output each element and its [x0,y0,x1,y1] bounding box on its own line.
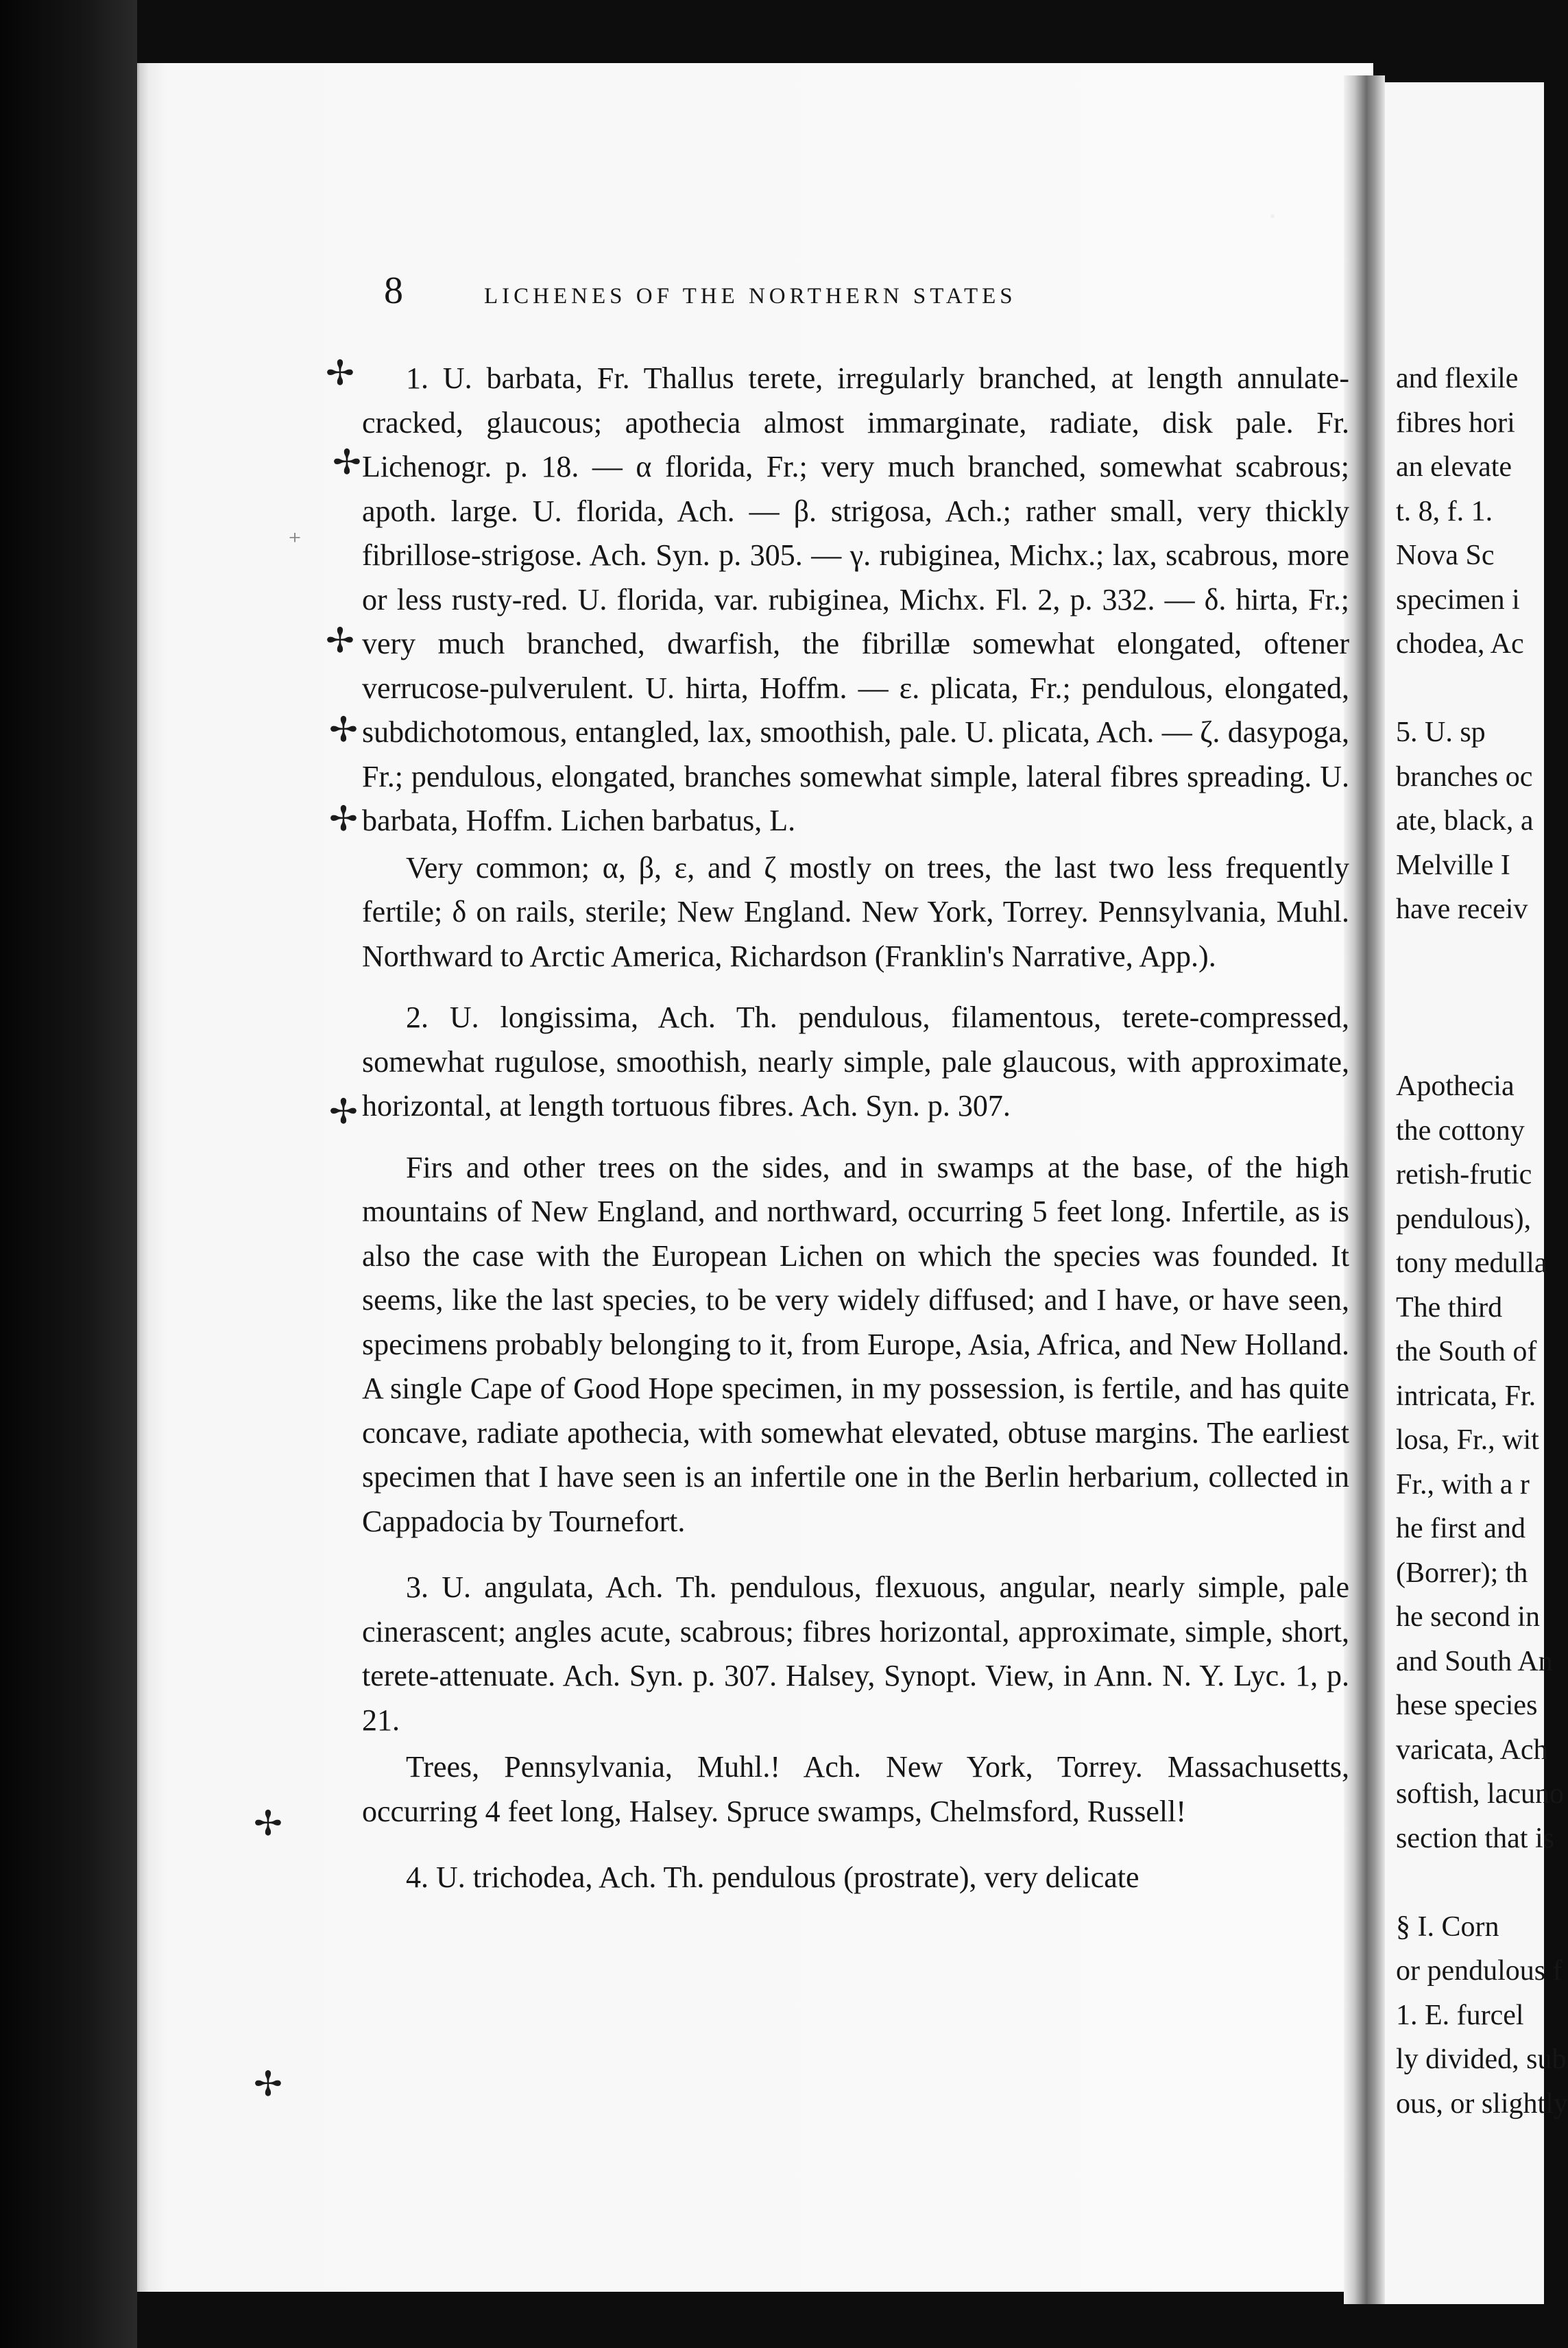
right-page-line: the cottony [1396,1114,1525,1147]
right-page-line: fibres hori [1396,407,1515,439]
handwritten-cross-icon: ✢ [326,353,354,393]
right-page-line: an elevate [1396,451,1512,483]
right-page-line: retish-frutic [1396,1159,1532,1190]
right-page-line: intricata, Fr. [1396,1380,1536,1412]
right-page-line: § I. Corn [1396,1910,1499,1943]
handwritten-cross-icon: ✢ [329,799,358,839]
right-page-line: section that is [1396,1822,1554,1854]
right-page-line: The third [1396,1291,1503,1323]
right-page-line: the South of [1396,1336,1537,1367]
right-page-text [1396,357,1568,2126]
right-page-line [1396,932,1544,977]
book-spine-shadow [0,0,137,2348]
right-page-line: 1. E. furcel [1396,1999,1524,2031]
right-page-line: or pendulous f [1396,1955,1563,1987]
page-gutter-shadow [1344,75,1385,2304]
species-entry-usnea-barbata: 1. U. barbata, Fr. Thallus terete, irregularly branched, at length annulate-cracked, glaucous; apothecia almost immarginate, radiate, disk pale. Fr. Lichenogr. p. 18. — α florida, Fr.; very much branched, somewhat scabrous; apoth. large. U. florida, Ach. — β. strigosa, Ach.; rather small, very thickly fibrillose-strigose. Ach. Syn. p. 305. — γ. rubiginea, Michx.; lax, scabrous, more or less rusty-red. U. florida, var. rubiginea, Michx. Fl. 2, p. 332. — δ. hirta, Fr.; very much branched, dwarfish, the fibrillæ somewhat elongated, oftener verrucose-pulverulent. U. hirta, Hoffm. — ε. plicata, Fr.; pendulous, elongated, subdichotomous, entangled, lax, smoothish, pale. U. plicata, Ach. — ζ. dasypoga, Fr.; pendulous, elongated, branches somewhat simple, lateral fibres spreading. U. barbata, Hoffm. Lichen barbatus, L. [362,361,1349,837]
right-page-line: he second in [1396,1601,1540,1633]
right-page-line [1396,667,1544,711]
right-page-line [1396,976,1544,1020]
right-page-line: Fr., with a r [1396,1468,1530,1500]
habitat-note-usnea-longissima: Firs and other trees on the sides, and in swamps at the base, of the high mountains of New England, and northward, occurring 5 feet long. Infertile, as is also the case with the European Lichen on which the species was founded. It seems, like the last species, to be very widely diffused; and I have, or have seen, specimens probably belonging to it, from Europe, Asia, Africa, and New Holland. A single Cape of Good Hope specimen, in my possession, is fertile, and has quite concave, radiate apothecia, with somewhat elevated, obtuse margins. The earliest specimen that I have seen is an infertile one in the Berlin herbarium, collected in Cappadocia by Tournefort. [362,1150,1349,1538]
right-page-line: ly divided, sub [1396,2044,1567,2075]
right-page-line: tony medulla [1396,1247,1547,1279]
habitat-note-usnea-barbata: Very common; α, β, ε, and ζ mostly on trees, the last two less frequently fertile; δ on rails, sterile; New England. New York, Torrey. Pennsylvania, Muhl. Northward to Arctic America, Richardson (Franklin's Narrative, App.). [362,850,1349,973]
right-page-line: t. 8, f. 1. [1396,495,1493,527]
right-page-line [1396,1860,1544,1905]
paper-speck [1270,214,1275,218]
right-page-line: (Borrer); th [1396,1557,1528,1589]
right-page-line: he first and [1396,1513,1525,1544]
handwritten-cross-icon: ✢ [329,1092,358,1131]
right-page-line: Apothecia [1396,1070,1515,1102]
right-page-line: pendulous), [1396,1203,1532,1235]
right-page-line: 5. U. sp [1396,717,1486,748]
page-body [362,357,1349,1917]
right-page-line: softish, lacuno [1396,1778,1564,1810]
page-number: 8 [384,269,403,312]
handwritten-cross-icon: ✢ [326,621,354,660]
habitat-note-usnea-angulata: Trees, Pennsylvania, Muhl.! Ach. New York, Torrey. Massachusetts, occurring 4 feet long, Halsey. Spruce swamps, Chelmsford, Russell! [362,1750,1349,1828]
species-entry-usnea-angulata: 3. U. angulata, Ach. Th. pendulous, flexuous, angular, nearly simple, pale cinerascent; angles acute, scabrous; fibres horizontal, approximate, simple, short, terete-attenuate. Ach. Syn. p. 307. Halsey, Synopt. View, in Ann. N. Y. Lyc. 1, p. 21. [362,1570,1349,1737]
right-page-line [1396,1020,1544,1065]
right-page-line: ous, or slightly [1396,2087,1568,2120]
species-entry-usnea-longissima: 2. U. longissima, Ach. Th. pendulous, filamentous, terete-compressed, somewhat rugulose, smoothish, nearly simple, pale glaucous, with approximate, horizontal, at length tortuous fibres. Ach. Syn. p. 307. [362,1001,1349,1123]
right-page-line: branches oc [1396,760,1533,793]
right-page-line: varicata, Ach [1396,1734,1548,1766]
faint-pencil-mark-icon: ⁺ [288,527,302,557]
right-page-line: losa, Fr., wit [1396,1424,1539,1456]
right-page-line: ate, black, a [1396,805,1534,837]
right-page-line: Nova Sc [1396,540,1495,571]
handwritten-cross-icon: ✢ [254,1804,282,1843]
right-page-line: chodea, Ac [1396,628,1524,660]
page-header [384,269,1017,313]
handwritten-cross-icon: ✢ [254,2064,282,2104]
running-title: LICHENES OF THE NORTHERN STATES [484,284,1017,309]
right-page-line: have receiv [1396,894,1528,925]
species-entry-usnea-trichodea: 4. U. trichodea, Ach. Th. pendulous (prostrate), very delicate [406,1860,1139,1894]
handwritten-cross-icon: ✢ [329,710,358,750]
right-page-line: hese species [1396,1690,1538,1721]
right-page-line: Melville I [1396,849,1510,881]
right-page-line: and South An [1396,1645,1553,1677]
handwritten-cross-icon: ✢ [333,442,361,482]
right-page-line: specimen i [1396,584,1520,616]
right-page-line: and flexile [1396,363,1519,394]
